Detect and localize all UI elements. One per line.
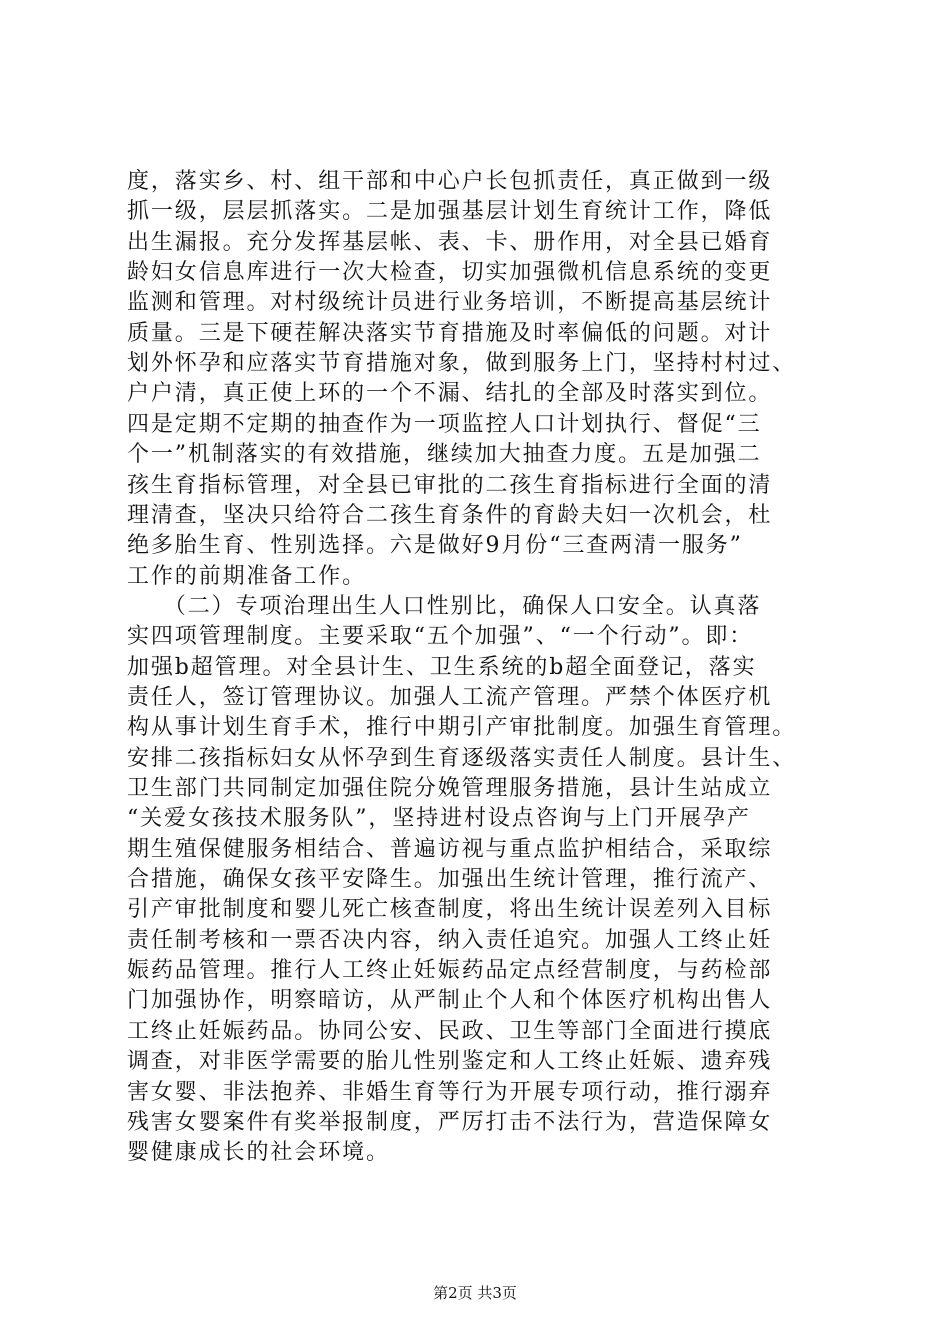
text-line: 构从事计划生育手术，推行中期引产审批制度。加强生育管理。 <box>127 715 797 741</box>
text-line: 害女婴、非法抱养、非婚生育等行为开展专项行动，推行溺弃 <box>127 1079 773 1105</box>
text-line: 期生殖保健服务相结合、普遍访视与重点监护相结合，采取综 <box>127 836 773 862</box>
text-line: 婴健康成长的社会环境。 <box>127 1140 390 1166</box>
text-line: 安排二孩指标妇女从怀孕到生育逐级落实责任人制度。县计生、 <box>127 745 797 771</box>
text-line: （二）专项治理出生人口性别比，确保人口安全。认真落 <box>127 593 762 619</box>
page-footer: 第2页 共3页 <box>433 1284 517 1302</box>
text-line: 引产审批制度和婴儿死亡核查制度，将出生统计误差列入目标 <box>127 897 773 923</box>
text-line: 娠药品管理。推行人工终止妊娠药品定点经营制度，与药检部 <box>127 958 773 984</box>
text-line: 责任人，签订管理协议。加强人工流产管理。严禁个体医疗机 <box>127 684 773 710</box>
text-line: 四是定期不定期的抽查作为一项监控人口计划执行、督促“三 <box>127 411 762 437</box>
text-line: 孩生育指标管理，对全县已审批的二孩生育指标进行全面的清 <box>127 472 773 498</box>
text-line: 工作的前期准备工作。 <box>127 563 367 589</box>
text-line: 门加强协作，明察暗访，从严制止个人和个体医疗机构出售人 <box>127 988 773 1014</box>
text-line: “关爱女孩技术服务队”，坚持进村设点咨询与上门开展孕产 <box>127 806 751 832</box>
text-line: 调查，对非医学需要的胎儿性别鉴定和人工终止妊娠、遗弃残 <box>127 1049 773 1075</box>
text-line: 监测和管理。对村级统计员进行业务培训，不断提高基层统计 <box>127 290 773 316</box>
text-line: 卫生部门共同制定加强住院分娩管理服务措施，县计生站成立 <box>127 776 773 801</box>
text-line: 户户清，真正使上环的一个不漏、结扎的全部及时落实到位。 <box>127 381 773 407</box>
text-line: 抓一级，层层抓落实。二是加强基层计划生育统计工作，降低 <box>127 199 773 225</box>
text-line: 质量。三是下硬茬解决落实节育措施及时率偏低的问题。对计 <box>127 320 773 346</box>
text-line: 加强b超管理。对全县计生、卫生系统的b超全面登记，落实 <box>127 654 757 680</box>
text-line: 个一”机制落实的有效措施，继续加大抽查力度。五是加强二 <box>127 442 762 468</box>
text-line: 责任制考核和一票否决内容，纳入责任追究。加强人工终止妊 <box>127 927 773 953</box>
text-line: 划外怀孕和应落实节育措施对象，做到服务上门，坚持村村过、 <box>127 351 797 377</box>
text-line: 出生漏报。充分发挥基层帐、表、卡、册作用，对全县已婚育 <box>127 229 773 255</box>
text-line: 度，落实乡、村、组干部和中心户长包抓责任，真正做到一级 <box>127 169 773 194</box>
text-line: 工终止妊娠药品。协同公安、民政、卫生等部门全面进行摸底 <box>127 1018 773 1044</box>
text-line: 实四项管理制度。主要采取“五个加强”、“一个行动”。即： <box>127 624 754 650</box>
text-line: 绝多胎生育、性别选择。六是做好9月份“三查两清一服务” <box>127 533 743 559</box>
text-line: 龄妇女信息库进行一次大检查，切实加强微机信息系统的变更 <box>127 260 773 286</box>
text-line: 残害女婴案件有奖举报制度，严厉打击不法行为，营造保障女 <box>127 1109 773 1135</box>
text-line: 合措施，确保女孩平安降生。加强出生统计管理，推行流产、 <box>127 867 773 893</box>
text-line: 理清查，坚决只给符合二孩生育条件的育龄夫妇一次机会，杜 <box>127 502 773 528</box>
